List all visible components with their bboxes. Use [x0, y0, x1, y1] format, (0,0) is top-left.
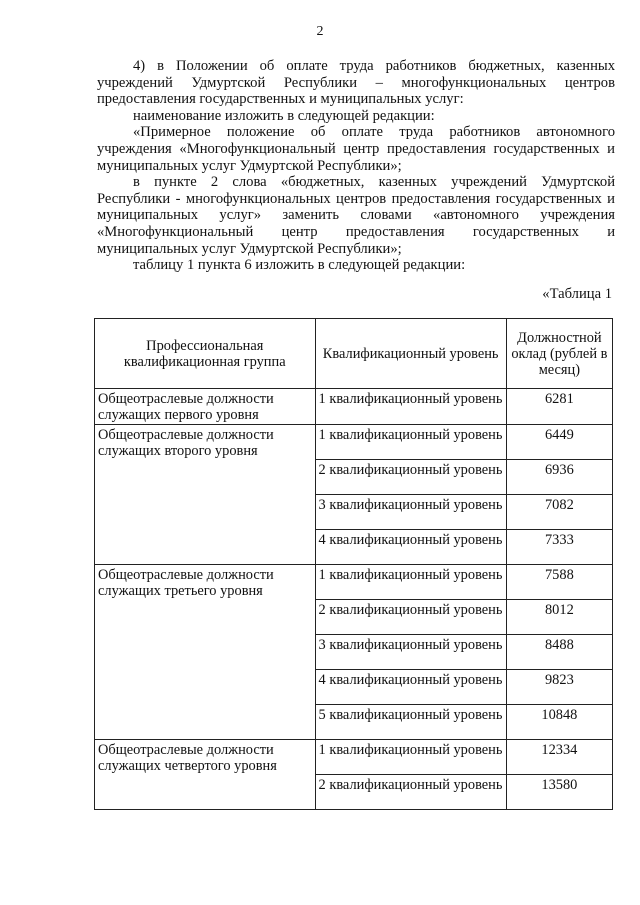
header-group: Профессиональная квалификационная группа [95, 319, 316, 389]
paragraph-table-instruction: таблицу 1 пункта 6 изложить в следующей редакции: [133, 257, 466, 274]
cell-qualification-level: 1 квалификационный уровень [315, 389, 506, 425]
table-row [95, 389, 613, 425]
page-number: 2 [316, 24, 324, 39]
cell-salary: 8012 [506, 600, 612, 635]
table-body [95, 389, 613, 810]
table-row [95, 565, 613, 600]
cell-qualification-level: 1 квалификационный уровень [315, 565, 506, 600]
cell-qualification-level: 3 квалификационный уровень [315, 495, 506, 530]
cell-qualification-level: 2 квалификационный уровень [315, 775, 506, 810]
cell-qualification-level: 5 квалификационный уровень [315, 705, 506, 740]
cell-salary: 8488 [506, 635, 612, 670]
cell-qualification-level: 1 квалификационный уровень [315, 740, 506, 775]
table-row [95, 425, 613, 460]
cell-salary: 9823 [506, 670, 612, 705]
cell-salary: 12334 [506, 740, 612, 775]
cell-qualification-level: 1 квалификационный уровень [315, 425, 506, 460]
cell-qualification-group: Общеотраслевые должности служащих второго уровня [95, 425, 316, 565]
paragraph-clause-2: в пункте 2 слова «бюджетных, казенных учреждений Удмуртской Республики - многофункциональных центров предоставления государственных и муниципальных услуг» заменить словами «автономного учреждения «Многофункциональный центр предоставления государственных и муниципальных услуг Удмуртской Республики»; [97, 174, 615, 257]
header-level: Квалификационный уровень [315, 319, 506, 389]
cell-salary: 7082 [506, 495, 612, 530]
cell-qualification-level: 4 квалификационный уровень [315, 670, 506, 705]
paragraph-new-title: «Примерное положение об оплате труда работников автономного учреждения «Многофункциональный центр предоставления государственных и муниципальных услуг Удмуртской Республики»; [97, 124, 615, 174]
header-salary: Должностной оклад (рублей в месяц) [506, 319, 612, 389]
table-row [95, 740, 613, 775]
table-caption: «Таблица 1 [542, 286, 612, 302]
cell-qualification-group: Общеотраслевые должности служащих четвертого уровня [95, 740, 316, 810]
cell-qualification-level: 3 квалификационный уровень [315, 635, 506, 670]
salary-table [94, 318, 613, 810]
cell-salary: 10848 [506, 705, 612, 740]
cell-qualification-group: Общеотраслевые должности служащих первого уровня [95, 389, 316, 425]
cell-salary: 7588 [506, 565, 612, 600]
table-header-row [95, 319, 613, 389]
cell-salary: 6281 [506, 389, 612, 425]
cell-salary: 7333 [506, 530, 612, 565]
cell-qualification-level: 4 квалификационный уровень [315, 530, 506, 565]
cell-salary: 13580 [506, 775, 612, 810]
cell-salary: 6936 [506, 460, 612, 495]
cell-salary: 6449 [506, 425, 612, 460]
body-text [97, 58, 615, 274]
cell-qualification-level: 2 квалификационный уровень [315, 460, 506, 495]
cell-qualification-level: 2 квалификационный уровень [315, 600, 506, 635]
paragraph-item-4: 4) в Положении об оплате труда работников бюджетных, казенных учреждений Удмуртской Республики – многофункциональных центров предоставления государственных и муниципальных услуг: [97, 58, 615, 108]
paragraph-title-instruction: наименование изложить в следующей редакции: [133, 107, 435, 124]
cell-qualification-group: Общеотраслевые должности служащих третьего уровня [95, 565, 316, 740]
